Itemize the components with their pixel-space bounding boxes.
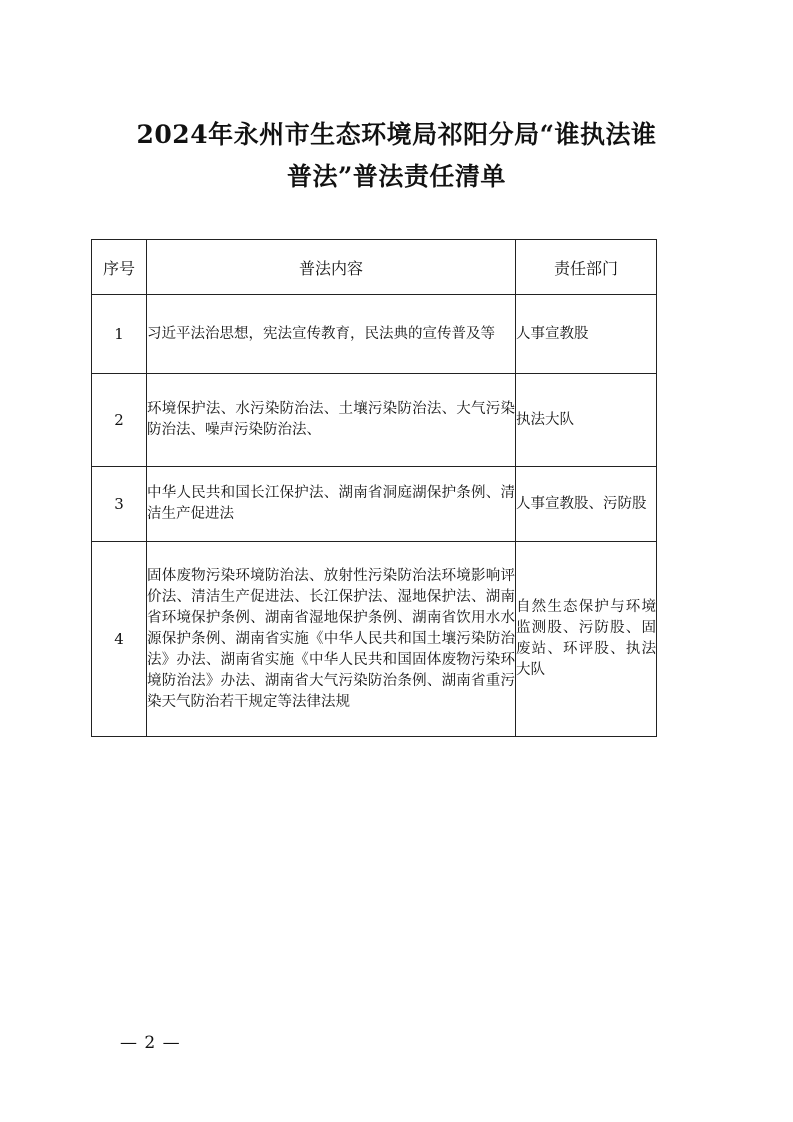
header-department: 责任部门: [516, 240, 657, 295]
row-content: 固体废物污染环境防治法、放射性污染防治法环境影响评价法、清洁生产促进法、长江保护法、湿地保护法、湖南省环境保护条例、湖南省湿地保护条例、湖南省饮用水水源保护条例、湖南省实施《中华人民共和国土壤污染防治法》办法、湖南省实施《中华人民共和国固体废物污染环境防治法》办法、湖南省大气污染防治条例、湖南省重污染天气防治若干规定等法律法规: [147, 542, 516, 737]
table-header-row: [92, 240, 657, 295]
document-title-line-2: 普法”普法责任清单: [287, 162, 506, 191]
row-department: 自然生态保护与环境监测股、污防股、固废站、环评股、执法大队: [516, 542, 657, 737]
row-serial-number: 4: [92, 542, 147, 737]
document-title-line-1: 2024年永州市生态环境局祁阳分局“谁执法谁: [136, 120, 657, 149]
row-content: 中华人民共和国长江保护法、湖南省洞庭湖保护条例、清洁生产促进法: [147, 467, 516, 542]
table-row: [92, 542, 657, 737]
row-serial-number: 1: [92, 295, 147, 374]
row-department: 人事宣教股、污防股: [516, 467, 657, 542]
row-serial-number: 2: [92, 374, 147, 467]
row-serial-number: 3: [92, 467, 147, 542]
table-row: [92, 467, 657, 542]
page-number: — 2 —: [120, 1033, 181, 1053]
header-content: 普法内容: [147, 240, 516, 295]
table-row: [92, 295, 657, 374]
row-department: 人事宣教股: [516, 295, 657, 374]
row-content: 习近平法治思想，宪法宣传教育，民法典的宣传普及等: [147, 295, 516, 374]
table-row: [92, 374, 657, 467]
header-serial-number: 序号: [92, 240, 147, 295]
row-content: 环境保护法、水污染防治法、土壤污染防治法、大气污染防治法、噪声污染防治法、: [147, 374, 516, 467]
row-department: 执法大队: [516, 374, 657, 467]
responsibility-table: [91, 239, 657, 737]
